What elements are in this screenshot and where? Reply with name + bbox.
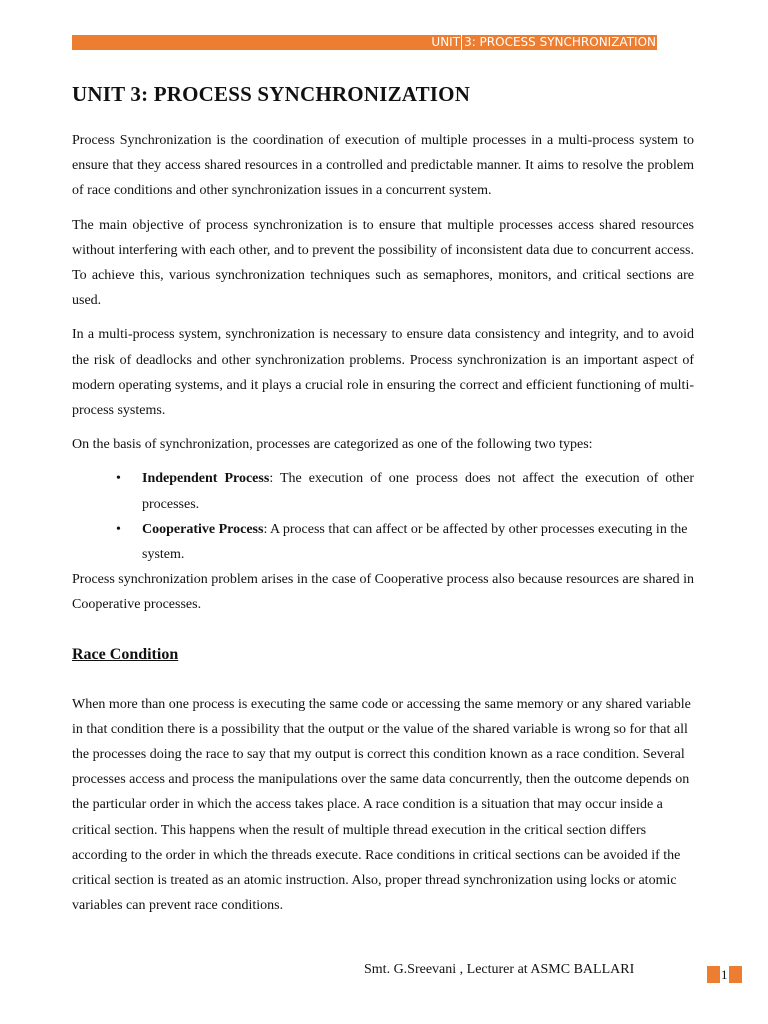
page-content <box>72 80 694 918</box>
section-heading-race-condition: Race Condition <box>72 645 179 663</box>
description-independent-process: : The execution of one process does not affect the execution of other processes. <box>142 471 695 512</box>
process-types-list <box>72 466 694 567</box>
list-item-cooperative-process <box>72 517 694 567</box>
page-number-badge <box>707 966 742 983</box>
categories-intro-paragraph: On the basis of synchronization, processes are categorized as one of the following two types: <box>72 437 593 453</box>
race-condition-paragraph: When more than one process is executing the same code or accessing the same memory or any shared variable in that condition there is a possibility that the output or the value of the shared variable is wrong so for that all the processes doing the race to say that my output is correct this condition known as a race condition. Several processes access and process the manipulations over the same data concurrently, then the outcome depends on the particular order in which the access takes place. A race condition is a situation that may occur inside a critical section. This happens when the result of multiple thread execution in the critical section differs according to the order in which the threads execute. Race conditions in critical sections can be avoided if the critical section is treated as an atomic instruction. Also, proper thread synchronization using locks or atomic variables can prevent race conditions. <box>72 696 691 914</box>
term-independent-process: Independent Process <box>142 471 270 487</box>
bullet-icon: • <box>116 521 121 537</box>
running-header-part1: UNIT <box>431 35 461 49</box>
list-item-independent-process <box>72 466 694 516</box>
running-header-part2: 3: PROCESS SYNCHRONIZATION <box>464 35 656 49</box>
necessity-paragraph: In a multi-process system, synchronization is necessary to ensure data consistency and integrity, and to avoid the risk of deadlocks and other synchronization problems. Process synchronization is an important aspect of modern operating systems, and it plays a crucial role in ensuring the correct and efficient functioning of multi-process systems. <box>72 327 694 419</box>
footer-author: Smt. G.Sreevani , Lecturer at ASMC BALLARI <box>364 962 635 977</box>
description-cooperative-process: : A process that can affect or be affected by other processes executing in the system. <box>142 521 688 563</box>
page-number-right-block <box>729 966 742 983</box>
page-number-left-block <box>707 966 720 983</box>
running-header-bar <box>72 35 657 50</box>
intro-paragraph: Process Synchronization is the coordination of execution of multiple processes in a multi-process system to ensure that they access shared resources in a controlled and predictable manner. It aims to resolve the problem of race conditions and other synchronization issues in a concurrent system. <box>72 133 694 199</box>
document-title: UNIT 3: PROCESS SYNCHRONIZATION <box>72 82 471 106</box>
term-cooperative-process: Cooperative Process <box>142 521 264 537</box>
bullet-icon: • <box>116 471 121 487</box>
after-list-paragraph: Process synchronization problem arises in the case of Cooperative process also because resources are shared in Cooperative processes. <box>72 572 694 613</box>
running-header-title <box>431 35 657 50</box>
header-separator <box>461 35 462 50</box>
page-number: 1 <box>721 967 728 982</box>
objective-paragraph: The main objective of process synchronization is to ensure that multiple processes access shared resources without interfering with each other, and to prevent the possibility of inconsistent data due to concurrent access. To achieve this, various synchronization techniques such as semaphores, monitors, and critical sections are used. <box>72 217 694 309</box>
